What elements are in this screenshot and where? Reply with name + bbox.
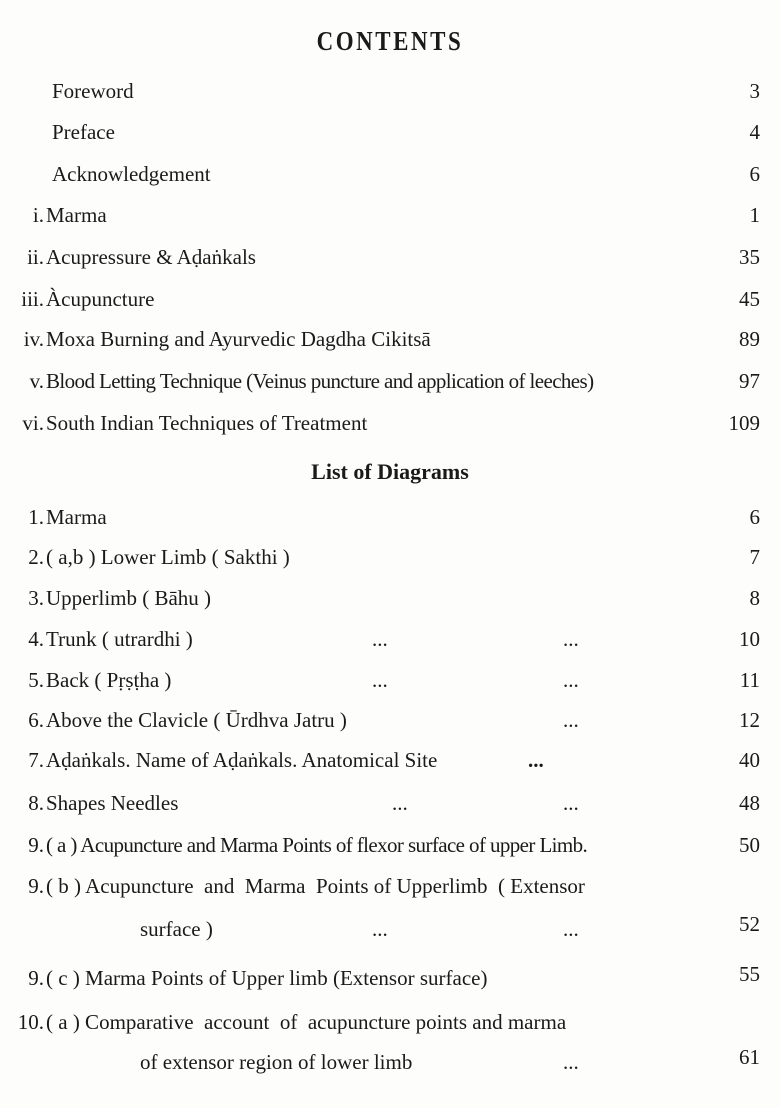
leader-dots: ... [563,1050,579,1074]
entry-page: 4 [749,120,760,144]
entry-page: 3 [749,79,760,103]
entry-number: iii. [21,287,44,311]
entry-page: 40 [739,748,760,772]
entry-text: Trunk ( utrardhi ) [46,627,193,651]
entry-number: ii. [27,245,44,269]
entry-number: 3. [28,586,44,610]
toc-entry [0,366,780,396]
entry-text: Shapes Needles [46,791,179,815]
page-title: CONTENTS [316,26,464,56]
entry-page: 52 [739,912,760,936]
entry-text-continued: of extensor region of lower limb [140,1050,413,1074]
entry-page: 48 [739,791,760,815]
diagram-entry-continued [0,914,780,944]
entry-page: 1 [749,203,760,227]
toc-entry [0,159,780,189]
entry-text: Acupressure & Aḍaṅkals [46,245,256,269]
entry-page: 6 [749,162,760,186]
diagram-entry [0,665,780,695]
entry-text: ( a ) Acupuncture and Marma Points of flexor surface of upper Limb. [46,833,588,857]
entry-text: Preface [52,120,115,144]
entry-page: 109 [728,411,760,435]
leader-dots: ... [563,917,579,941]
leader-dots: ... [372,668,388,692]
entry-text: Back ( Pṛṣṭha ) [46,668,172,692]
diagram-entry [0,624,780,654]
entry-text: ( b ) Acupuncture and Marma Points of Upperlimb ( Extensor [46,874,585,898]
toc-entry [0,408,780,438]
entry-number: 9. [28,874,44,898]
entry-page: 8 [749,586,760,610]
entry-number: v. [29,369,44,393]
entry-text: Upperlimb ( Bāhu ) [46,586,212,610]
entry-number: 9. [28,966,44,990]
entry-text: ( c ) Marma Points of Upper limb (Extensor surface) [46,966,488,990]
diagram-entry [0,745,780,775]
diagram-entry [0,963,780,993]
entry-text: Àcupuncture [46,287,155,311]
entry-page: 45 [739,287,760,311]
entry-page: 55 [739,962,760,986]
entry-page: 12 [739,708,760,732]
toc-entry [0,284,780,314]
leader-dots: ... [563,627,579,651]
leader-dots: ... [372,627,388,651]
entry-number: 7. [28,748,44,772]
toc-entry [0,117,780,147]
entry-text-continued: surface ) [140,917,213,941]
leader-dots: ... [563,668,579,692]
toc-entry [0,324,780,354]
entry-page: 89 [739,327,760,351]
toc-entry [0,200,780,230]
entry-page: 61 [739,1045,760,1069]
toc-entry [0,76,780,106]
diagram-entry [0,788,780,818]
leader-dots: ... [528,748,544,772]
diagram-entry [0,1007,780,1037]
entry-text: Acknowledgement [52,162,211,186]
leader-dots: ... [563,791,579,815]
entry-text: ( a ) Comparative account of acupuncture points and marma [46,1010,567,1034]
diagram-entry [0,871,780,901]
diagram-entry [0,542,780,572]
entry-text: ( a,b ) Lower Limb ( Sakthi ) [46,545,290,569]
entry-number: 5. [28,668,44,692]
entry-page: 35 [739,245,760,269]
entry-text: Moxa Burning and Ayurvedic Dagdha Cikitsā [46,327,431,351]
entry-text: Marma [46,203,107,227]
entry-page: 97 [739,369,760,393]
entry-number: 4. [28,627,44,651]
leader-dots: ... [392,791,408,815]
leader-dots: ... [563,708,579,732]
entry-page: 11 [739,668,760,692]
entry-number: i. [32,203,44,227]
diagram-entry [0,502,780,532]
diagram-entry-continued [0,1047,780,1077]
entry-number: vi. [22,411,44,435]
entry-number: 10. [17,1010,44,1034]
entry-number: iv. [23,327,44,351]
entry-page: 6 [749,505,760,529]
diagram-entry [0,705,780,735]
diagrams-heading: List of Diagrams [311,459,469,484]
entry-number: 6. [28,708,44,732]
entry-text: Blood Letting Technique (Veinus puncture and application of leeches) [46,369,594,393]
entry-text: South Indian Techniques of Treatment [46,411,368,435]
entry-text: Above the Clavicle ( Ūrdhva Jatru ) [46,708,347,732]
entry-number: 9. [28,833,44,857]
leader-dots: ... [372,917,388,941]
entry-page: 7 [749,545,760,569]
entry-number: 2. [28,545,44,569]
entry-page: 10 [739,627,760,651]
entry-number: 8. [28,791,44,815]
diagram-entry [0,830,780,860]
toc-entry [0,242,780,272]
entry-number: 1. [28,505,44,529]
entry-page: 50 [739,833,760,857]
diagram-entry [0,583,780,613]
entry-text: Marma [46,505,107,529]
entry-text: Foreword [52,79,134,103]
entry-text: Aḍaṅkals. Name of Aḍaṅkals. Anatomical Site [46,748,438,772]
